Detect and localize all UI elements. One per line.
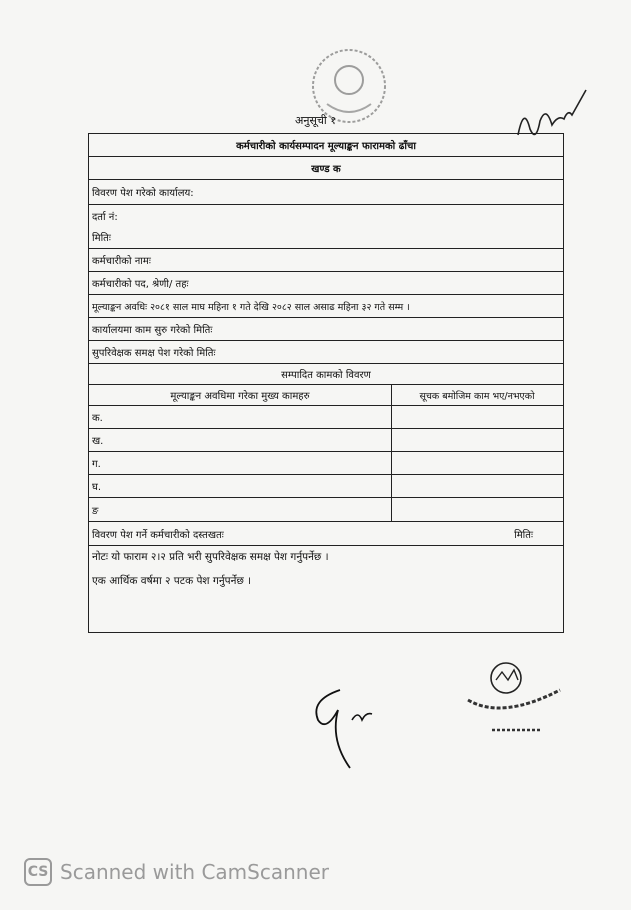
note-line-1: नोटः यो फाराम २।२ प्रति भरी सुपरिवेक्षक समक्ष पेश गर्नुपर्नेछ । (92, 551, 329, 563)
submit-to-supervisor-date-field: सुपरिवेक्षक समक्ष पेश गरेको मितिः (89, 341, 563, 364)
column-main-work: मूल्याङ्कन अवधिमा गरेका मुख्य कामहरु (170, 391, 310, 402)
camscanner-watermark (24, 858, 329, 886)
office-field: विवरण पेश गरेको कार्यालय: (89, 180, 563, 205)
work-detail-heading: सम्पादित कामको विवरण (89, 364, 563, 385)
employee-name-field: कर्मचारीको नामः (89, 249, 563, 272)
table-column-divider (391, 385, 392, 522)
work-start-date-field: कार्यालयमा काम सुरु गरेको मितिः (89, 318, 563, 341)
appraisal-form (88, 133, 564, 633)
registration-number-label: दर्ता नं: (92, 212, 118, 223)
form-title: कर्मचारीको कार्यसम्पादन मूल्याङ्कन फारामको ढाँचा (89, 134, 563, 157)
section-label: खण्ड क (89, 157, 563, 180)
camscanner-logo: CS (24, 858, 52, 886)
appraisal-period-field: मूल्याङ्कन अवधिः २०८१ साल माघ महिना १ गते देखि २०८२ साल असाढ महिना ३२ गते सम्म । (89, 295, 563, 318)
table-row: ग. (89, 452, 563, 475)
office-seal-bottom (462, 660, 562, 740)
table-row: ङ (89, 498, 563, 522)
signature-row (89, 522, 563, 546)
camscanner-text: Scanned with CamScanner (60, 860, 329, 884)
table-row: ख. (89, 429, 563, 452)
annex-label: अनुसूची १ (295, 114, 336, 127)
column-indicator: सूचक बमोजिम काम भए/नभएको (419, 390, 535, 402)
date-label: मितिः (92, 233, 111, 244)
registration-block (89, 205, 563, 249)
signature-date-label: मितिः (514, 529, 533, 541)
work-table-header (89, 385, 563, 406)
signature-bottom (300, 680, 390, 775)
note-line-2: एक आर्थिक वर्षमा २ पटक पेश गर्नुपर्नेछ । (92, 575, 252, 587)
table-row: क. (89, 406, 563, 429)
employee-post-field: कर्मचारीको पद, श्रेणी/ तहः (89, 272, 563, 295)
table-row: घ. (89, 475, 563, 498)
signature-label: विवरण पेश गर्ने कर्मचारीको दस्तखतः (92, 529, 224, 541)
